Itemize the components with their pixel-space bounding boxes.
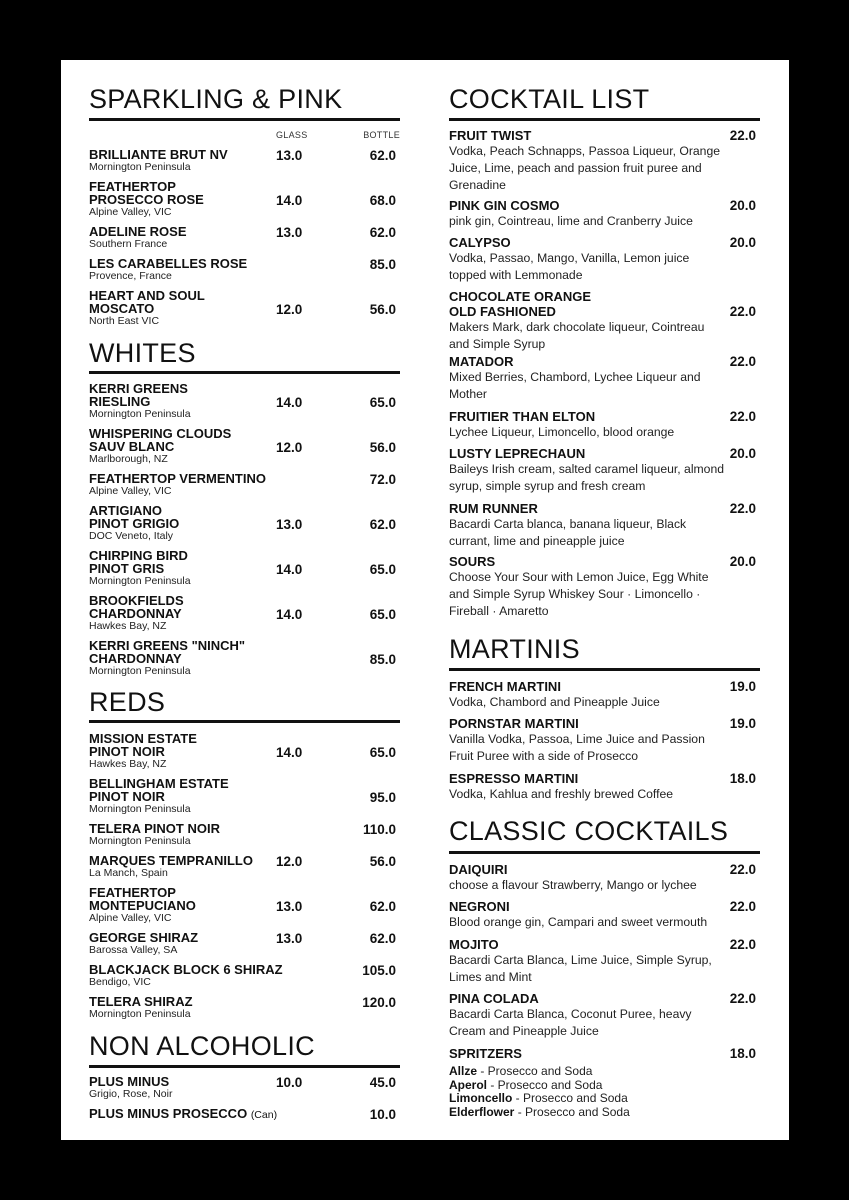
wine-name xyxy=(89,382,400,408)
bottle-price: 85.0 xyxy=(369,652,396,667)
wine-item xyxy=(89,931,400,957)
reds-title: REDS xyxy=(89,687,166,717)
wine-region: Hawkes Bay, NZ xyxy=(89,620,167,632)
wine-name-text: BRILLIANTE BRUT NV xyxy=(89,147,228,162)
martinis-rule xyxy=(449,668,760,671)
cocktail-description: Bacardi Carta blanca, banana liqueur, Black currant, lime and pineapple juice xyxy=(449,517,687,548)
classics-rule xyxy=(449,851,760,854)
spritzer-desc: - Prosecco and Soda xyxy=(514,1104,630,1119)
cocktail-price: 22.0 xyxy=(729,862,756,877)
cocktail-description: Lychee Liqueur, Limoncello, blood orange xyxy=(449,425,675,439)
wine-name xyxy=(89,504,400,530)
bottle-price: 105.0 xyxy=(362,963,396,978)
cocktail-name: SOURS xyxy=(449,554,496,569)
wine-name xyxy=(89,732,400,758)
glass-price: 14.0 xyxy=(276,745,303,760)
cocktail-item xyxy=(449,771,760,803)
cocktail-item xyxy=(449,235,760,284)
wine-region: Hawkes Bay, NZ xyxy=(89,758,167,770)
cocktail-name: CHOCOLATE ORANGE OLD FASHIONED xyxy=(449,289,592,319)
wine-item xyxy=(89,963,400,989)
cocktail-description: Vodka, Kahlua and freshly brewed Coffee xyxy=(449,787,674,801)
spritzer-item xyxy=(449,1065,760,1079)
wine-region: Mornington Peninsula xyxy=(89,575,191,587)
spritzer-desc: - Prosecco and Soda xyxy=(487,1077,603,1092)
wine-name-text: HEART AND SOUL MOSCATO xyxy=(89,288,205,316)
wine-name-text: MISSION ESTATE PINOT NOIR xyxy=(89,731,197,759)
wine-region: Mornington Peninsula xyxy=(89,161,191,173)
wine-name xyxy=(89,886,400,912)
cocktail-price: 20.0 xyxy=(729,446,756,461)
wine-region: Mornington Peninsula xyxy=(89,1008,191,1020)
wine-name-text: MARQUES TEMPRANILLO xyxy=(89,853,253,868)
wine-name-text: BROOKFIELDS CHARDONNAY xyxy=(89,593,184,621)
wine-region: DOC Veneto, Italy xyxy=(89,530,174,542)
sparkling-title: SPARKLING & PINK xyxy=(89,84,343,114)
cocktail-price: 20.0 xyxy=(729,235,756,250)
sparkling-rule xyxy=(89,118,400,121)
wine-name-text: PLUS MINUS xyxy=(89,1074,170,1089)
spritzer-item xyxy=(449,1092,760,1106)
bottle-price: 68.0 xyxy=(369,193,396,208)
wine-item xyxy=(89,822,400,848)
bottle-price: 56.0 xyxy=(369,854,396,869)
wine-item xyxy=(89,225,400,251)
wine-name xyxy=(89,289,400,315)
wine-item xyxy=(89,148,400,174)
wine-name-text: KERRI GREENS "NINCH" CHARDONNAY xyxy=(89,638,246,666)
cocktail-item xyxy=(449,899,760,931)
cocktail-item xyxy=(449,554,760,620)
cocktail-item xyxy=(449,679,760,711)
nonalc-rule xyxy=(89,1065,400,1068)
glass-price: 13.0 xyxy=(276,931,303,946)
bottle-price: 62.0 xyxy=(369,899,396,914)
cocktail-item xyxy=(449,1046,760,1061)
cocktail-description: Baileys Irish cream, salted caramel liqueur, almond syrup, simple syrup and fresh cream xyxy=(449,462,725,493)
bottle-price: 95.0 xyxy=(369,790,396,805)
wine-item xyxy=(89,886,400,925)
wine-item xyxy=(89,594,400,633)
whites-title: WHITES xyxy=(89,338,196,368)
cocktail-name: FRUITIER THAN ELTON xyxy=(449,409,596,424)
wine-region: Mornington Peninsula xyxy=(89,665,191,677)
wine-name xyxy=(89,594,400,620)
wine-item xyxy=(89,427,400,466)
wine-name xyxy=(89,472,400,485)
wine-name-text: CHIRPING BIRD PINOT GRIS xyxy=(89,548,188,576)
bottle-price: 65.0 xyxy=(369,607,396,622)
cocktail-name: ESPRESSO MARTINI xyxy=(449,771,579,786)
wine-item xyxy=(89,382,400,421)
wine-name-text: FEATHERTOP PROSECCO ROSE xyxy=(89,179,204,207)
cocktail-price: 22.0 xyxy=(729,409,756,424)
cocktail-description: Mixed Berries, Chambord, Lychee Liqueur and Mother xyxy=(449,370,701,401)
cocktail-description: Bacardi Carta Blanca, Lime Juice, Simple Syrup, Limes and Mint xyxy=(449,953,712,984)
wine-name-text: ADELINE ROSE xyxy=(89,224,187,239)
wine-item xyxy=(89,777,400,816)
spritzer-name: Elderflower xyxy=(449,1104,515,1119)
cocktail-description: Makers Mark, dark chocolate liqueur, Cointreau and Simple Syrup xyxy=(449,320,705,351)
bottle-price: 45.0 xyxy=(369,1075,396,1090)
wine-note: (Can) xyxy=(250,1109,278,1121)
wine-item xyxy=(89,732,400,771)
wine-name xyxy=(89,148,400,161)
wine-name xyxy=(89,549,400,575)
glass-price: 14.0 xyxy=(276,562,303,577)
cocktail-name: RUM RUNNER xyxy=(449,501,538,516)
wine-name-text: PLUS MINUS PROSECCO xyxy=(89,1106,248,1121)
wine-name xyxy=(89,777,400,803)
wine-item xyxy=(89,1075,400,1101)
spritzer-name: Allze xyxy=(449,1064,478,1078)
cocktail-item xyxy=(449,862,760,894)
cocktail-item xyxy=(449,446,760,495)
wine-region: Marlborough, NZ xyxy=(89,453,168,465)
menu-sheet xyxy=(61,60,789,1140)
glass-price: 14.0 xyxy=(276,395,303,410)
wine-item xyxy=(89,180,400,219)
cocktail-price: 20.0 xyxy=(729,198,756,213)
cocktails-rule xyxy=(449,118,760,121)
wine-name-text: BELLINGHAM ESTATE PINOT NOIR xyxy=(89,776,229,804)
wine-name xyxy=(89,995,400,1008)
reds-rule xyxy=(89,720,400,723)
cocktail-name: MATADOR xyxy=(449,354,514,369)
bottle-price: 62.0 xyxy=(369,225,396,240)
cocktail-item xyxy=(449,128,760,194)
glass-price: 13.0 xyxy=(276,225,303,240)
cocktail-description: Blood orange gin, Campari and sweet vermouth xyxy=(449,915,708,929)
cocktail-price: 22.0 xyxy=(729,304,756,319)
wine-region: Provence, France xyxy=(89,270,172,282)
cocktail-description: Vanilla Vodka, Passoa, Lime Juice and Passion Fruit Puree with a side of Prosecco xyxy=(449,732,705,763)
nonalc-title: NON ALCOHOLIC xyxy=(89,1031,315,1061)
wine-region: Alpine Valley, VIC xyxy=(89,485,172,497)
cocktail-item xyxy=(449,716,760,765)
cocktail-description: choose a flavour Strawberry, Mango or lychee xyxy=(449,878,697,892)
wine-name xyxy=(89,1075,400,1088)
wine-name-text: GEORGE SHIRAZ xyxy=(89,930,199,945)
wine-name xyxy=(89,639,400,665)
wine-name xyxy=(89,257,400,270)
glass-price: 12.0 xyxy=(276,440,303,455)
wine-name xyxy=(89,225,400,238)
bottle-column-header: BOTTLE xyxy=(363,130,400,140)
cocktail-price: 22.0 xyxy=(729,937,756,952)
spritzer-list xyxy=(449,1065,760,1119)
cocktail-item xyxy=(449,991,760,1040)
cocktail-item xyxy=(449,937,760,986)
wine-item xyxy=(89,995,400,1021)
spritzer-item xyxy=(449,1079,760,1093)
cocktail-description: pink gin, Cointreau, lime and Cranberry Juice xyxy=(449,214,693,228)
cocktail-description: Vodka, Peach Schnapps, Passoa Liqueur, Orange Juice, Lime, peach and passion fruit puree and Grenadine xyxy=(449,144,721,192)
wine-region: Southern France xyxy=(89,238,168,250)
cocktail-name: LUSTY LEPRECHAUN xyxy=(449,446,586,461)
wine-region: Bendigo, VIC xyxy=(89,976,151,988)
spritzer-desc: - Prosecco and Soda xyxy=(477,1064,593,1078)
cocktail-item xyxy=(449,501,760,550)
cocktail-price: 18.0 xyxy=(729,1046,756,1061)
wine-region: Mornington Peninsula xyxy=(89,835,191,847)
cocktail-price: 18.0 xyxy=(729,771,756,786)
cocktail-name: FRUIT TWIST xyxy=(449,128,532,143)
glass-price: 10.0 xyxy=(276,1075,303,1090)
cocktail-price: 19.0 xyxy=(729,679,756,694)
glass-price: 13.0 xyxy=(276,517,303,532)
wine-name-text: KERRI GREENS RIESLING xyxy=(89,381,188,409)
cocktail-name: PINK GIN COSMO xyxy=(449,198,560,213)
bottle-price: 65.0 xyxy=(369,562,396,577)
wine-name-text: LES CARABELLES ROSE xyxy=(89,256,248,271)
cocktail-price: 22.0 xyxy=(729,354,756,369)
bottle-price: 62.0 xyxy=(369,517,396,532)
cocktail-price: 22.0 xyxy=(729,501,756,516)
cocktail-item xyxy=(449,198,760,230)
wine-name xyxy=(89,822,400,835)
cocktail-price: 20.0 xyxy=(729,554,756,569)
wine-region: Barossa Valley, SA xyxy=(89,944,178,956)
glass-price: 12.0 xyxy=(276,302,303,317)
cocktail-description: Bacardi Carta Blanca, Coconut Puree, heavy Cream and Pineapple Juice xyxy=(449,1007,692,1038)
cocktail-name: PORNSTAR MARTINI xyxy=(449,716,579,731)
wine-name xyxy=(89,1107,400,1122)
bottle-price: 56.0 xyxy=(369,440,396,455)
cocktail-price: 22.0 xyxy=(729,991,756,1006)
cocktail-description: Vodka, Chambord and Pineapple Juice xyxy=(449,695,660,709)
wine-region: North East VIC xyxy=(89,315,160,327)
bottle-price: 120.0 xyxy=(362,995,396,1010)
bottle-price: 10.0 xyxy=(369,1107,396,1122)
wine-name-text: TELERA SHIRAZ xyxy=(89,994,193,1009)
wine-name-text: FEATHERTOP VERMENTINO xyxy=(89,471,266,486)
wine-name xyxy=(89,963,400,976)
wine-item xyxy=(89,257,400,283)
wine-item xyxy=(89,549,400,588)
wine-name xyxy=(89,427,400,453)
spritzer-name: Aperol xyxy=(449,1077,488,1092)
spritzer-item xyxy=(449,1106,760,1120)
wine-name xyxy=(89,931,400,944)
wine-region: La Manch, Spain xyxy=(89,867,168,879)
cocktail-description: Choose Your Sour with Lemon Juice, Egg White and Simple Syrup Whiskey Sour · Limoncello · Fireball · Amaretto xyxy=(449,570,709,618)
wine-name-text: FEATHERTOP MONTEPUCIANO xyxy=(89,885,196,913)
glass-column-header: GLASS xyxy=(276,130,308,140)
cocktail-name: MOJITO xyxy=(449,937,499,952)
cocktails-title: COCKTAIL LIST xyxy=(449,84,650,114)
bottle-price: 85.0 xyxy=(369,257,396,272)
cocktail-price: 22.0 xyxy=(729,128,756,143)
cocktail-name: NEGRONI xyxy=(449,899,510,914)
cocktail-name: FRENCH MARTINI xyxy=(449,679,561,694)
glass-price: 14.0 xyxy=(276,193,303,208)
bottle-price: 65.0 xyxy=(369,745,396,760)
cocktail-price: 19.0 xyxy=(729,716,756,731)
bottle-price: 65.0 xyxy=(369,395,396,410)
wine-item xyxy=(89,639,400,678)
wine-region: Grigio, Rose, Noir xyxy=(89,1088,173,1100)
cocktail-name: DAIQUIRI xyxy=(449,862,508,877)
cocktail-name: SPRITZERS xyxy=(449,1046,522,1061)
wine-item xyxy=(89,1107,400,1122)
wine-region: Mornington Peninsula xyxy=(89,803,191,815)
bottle-price: 72.0 xyxy=(369,472,396,487)
wine-item xyxy=(89,289,400,328)
wine-name xyxy=(89,854,400,867)
wine-region: Alpine Valley, VIC xyxy=(89,206,172,218)
wine-item xyxy=(89,504,400,543)
cocktail-item xyxy=(449,289,760,353)
bottle-price: 62.0 xyxy=(369,931,396,946)
wine-name-text: BLACKJACK BLOCK 6 SHIRAZ xyxy=(89,962,283,977)
bottle-price: 110.0 xyxy=(362,822,396,837)
cocktail-item xyxy=(449,409,760,441)
wine-name xyxy=(89,180,400,206)
cocktail-description: Vodka, Passao, Mango, Vanilla, Lemon juice topped with Lemmonade xyxy=(449,251,690,282)
cocktail-name: PINA COLADA xyxy=(449,991,539,1006)
glass-price: 14.0 xyxy=(276,607,303,622)
spritzer-name: Limoncello xyxy=(449,1091,513,1105)
cocktail-price: 22.0 xyxy=(729,899,756,914)
glass-price: 13.0 xyxy=(276,148,303,163)
bottle-price: 62.0 xyxy=(369,148,396,163)
classics-title: CLASSIC COCKTAILS xyxy=(449,816,729,846)
wine-region: Alpine Valley, VIC xyxy=(89,912,172,924)
wine-region: Mornington Peninsula xyxy=(89,408,191,420)
glass-price: 12.0 xyxy=(276,854,303,869)
wine-item xyxy=(89,472,400,498)
cocktail-name: CALYPSO xyxy=(449,235,511,250)
wine-name-text: ARTIGIANO PINOT GRIGIO xyxy=(89,503,180,531)
cocktail-item xyxy=(449,354,760,403)
whites-rule xyxy=(89,371,400,374)
bottle-price: 56.0 xyxy=(369,302,396,317)
martinis-title: MARTINIS xyxy=(449,634,580,664)
glass-price: 13.0 xyxy=(276,899,303,914)
wine-item xyxy=(89,854,400,880)
spritzer-desc: - Prosecco and Soda xyxy=(512,1091,628,1105)
wine-name-text: WHISPERING CLOUDS SAUV BLANC xyxy=(89,426,232,454)
wine-name-text: TELERA PINOT NOIR xyxy=(89,821,220,836)
